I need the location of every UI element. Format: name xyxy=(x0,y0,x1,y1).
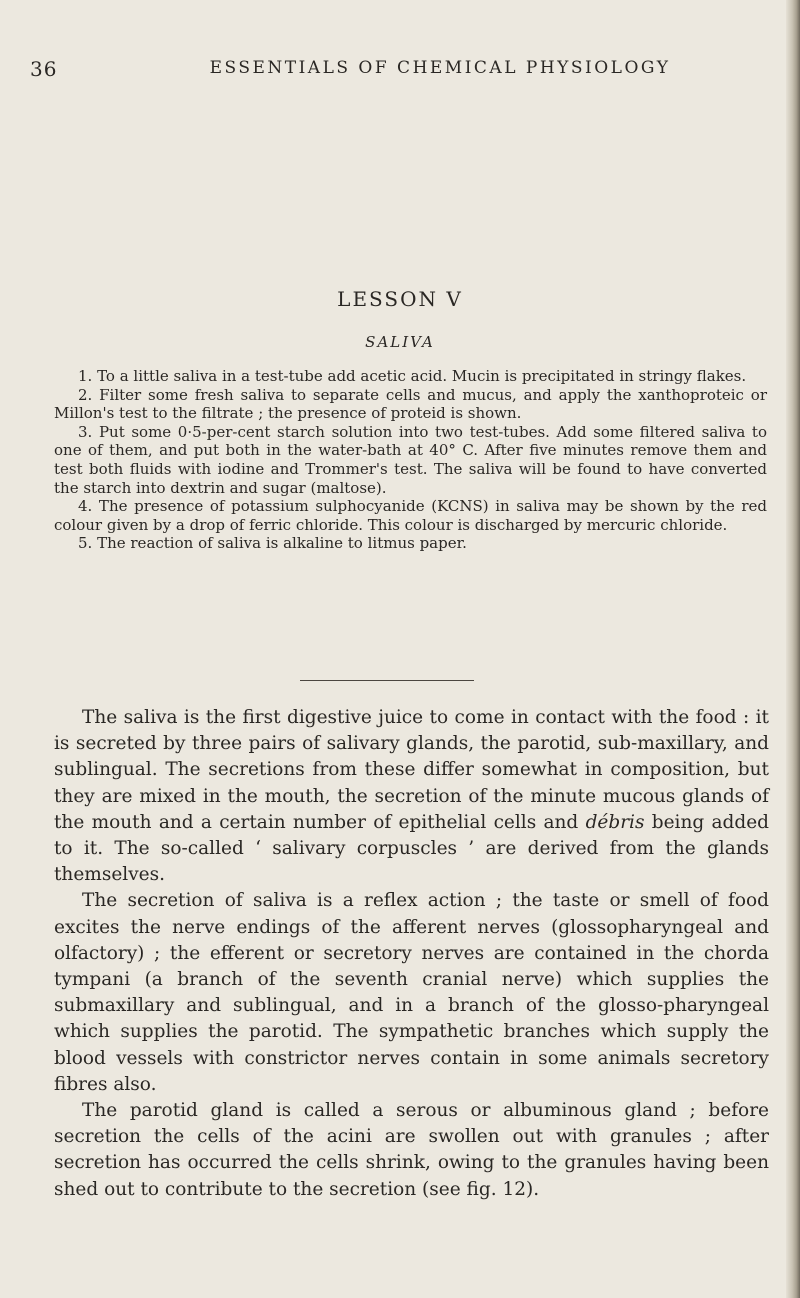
instruction-item: 1. To a little saliva in a test-tube add acetic acid. Mucin is precipitated in stringy flakes. xyxy=(78,367,747,385)
page-header xyxy=(30,57,770,87)
body-paragraph xyxy=(54,705,769,888)
body-paragraph: The secretion of saliva is a reflex action ; the taste or smell of food excites the nerve endings of the afferent nerves (glossopharyngeal and olfactory) ; the efferent or secretory nerves are contained in the chorda tympani (a branch of the seventh cranial nerve) which supplies the submaxillary and sublingual, and in a branch of the glosso-pharyngeal which supplies the parotid. The sympathetic branches which supply the blood vessels with constrictor nerves contain in some animals secretory fibres also. xyxy=(54,890,769,1095)
body-text-run: being added to it. The so-called ‘ salivary corpuscles ’ are derived from the glands themselves. xyxy=(54,811,769,886)
running-head: ESSENTIALS OF CHEMICAL PHYSIOLOGY xyxy=(209,58,671,78)
italic-term: débris xyxy=(585,811,645,833)
body-paragraph: The parotid gland is called a serous or albuminous gland ; before secretion the cells of the acini are swollen out with granules ; after secretion has occurred the cells shrink, owing to the granules having been shed out to contribute to the secretion (see fig. 12). xyxy=(54,1100,769,1200)
lesson-title: LESSON V xyxy=(337,287,463,311)
instruction-item: 2. Filter some fresh saliva to separate cells and mucus, and apply the xanthoproteic or Millon's test to the filtrate ; the presence of proteid is shown. xyxy=(54,385,767,423)
page-edge-shadow xyxy=(786,0,800,1298)
body-text-run: The saliva is the first digestive juice to come in contact with the food : it is secreted by three pairs of salivary glands, the parotid, sub-maxillary, and sublingual. The secretions from these differ somewhat in composition, but they are mixed in the mouth, the secretion of the minute mucous glands of the mouth and a certain number of epithelial cells and xyxy=(54,707,769,833)
instruction-item: 3. Put some 0·5-per-cent starch solution into two test-tubes. Add some filtered saliva to one of them, and put both in the water-bath at 40° C. After five minutes remove them and test both fluids with iodine and Trommer's test. The saliva will be found to have converted the starch into dextrin and sugar (maltose). xyxy=(54,422,767,497)
instruction-item: 4. The presence of potassium sulphocyanide (KCNS) in saliva may be shown by the red colour given by a drop of ferric chloride. This colour is discharged by mercuric chloride. xyxy=(54,497,767,534)
instruction-list xyxy=(54,367,767,553)
body-text xyxy=(54,705,769,1203)
page-number: 36 xyxy=(30,57,58,81)
instruction-item: 5. The reaction of saliva is alkaline to litmus paper. xyxy=(78,534,467,553)
section-title: SALIVA xyxy=(365,333,435,351)
section-divider xyxy=(300,680,474,681)
